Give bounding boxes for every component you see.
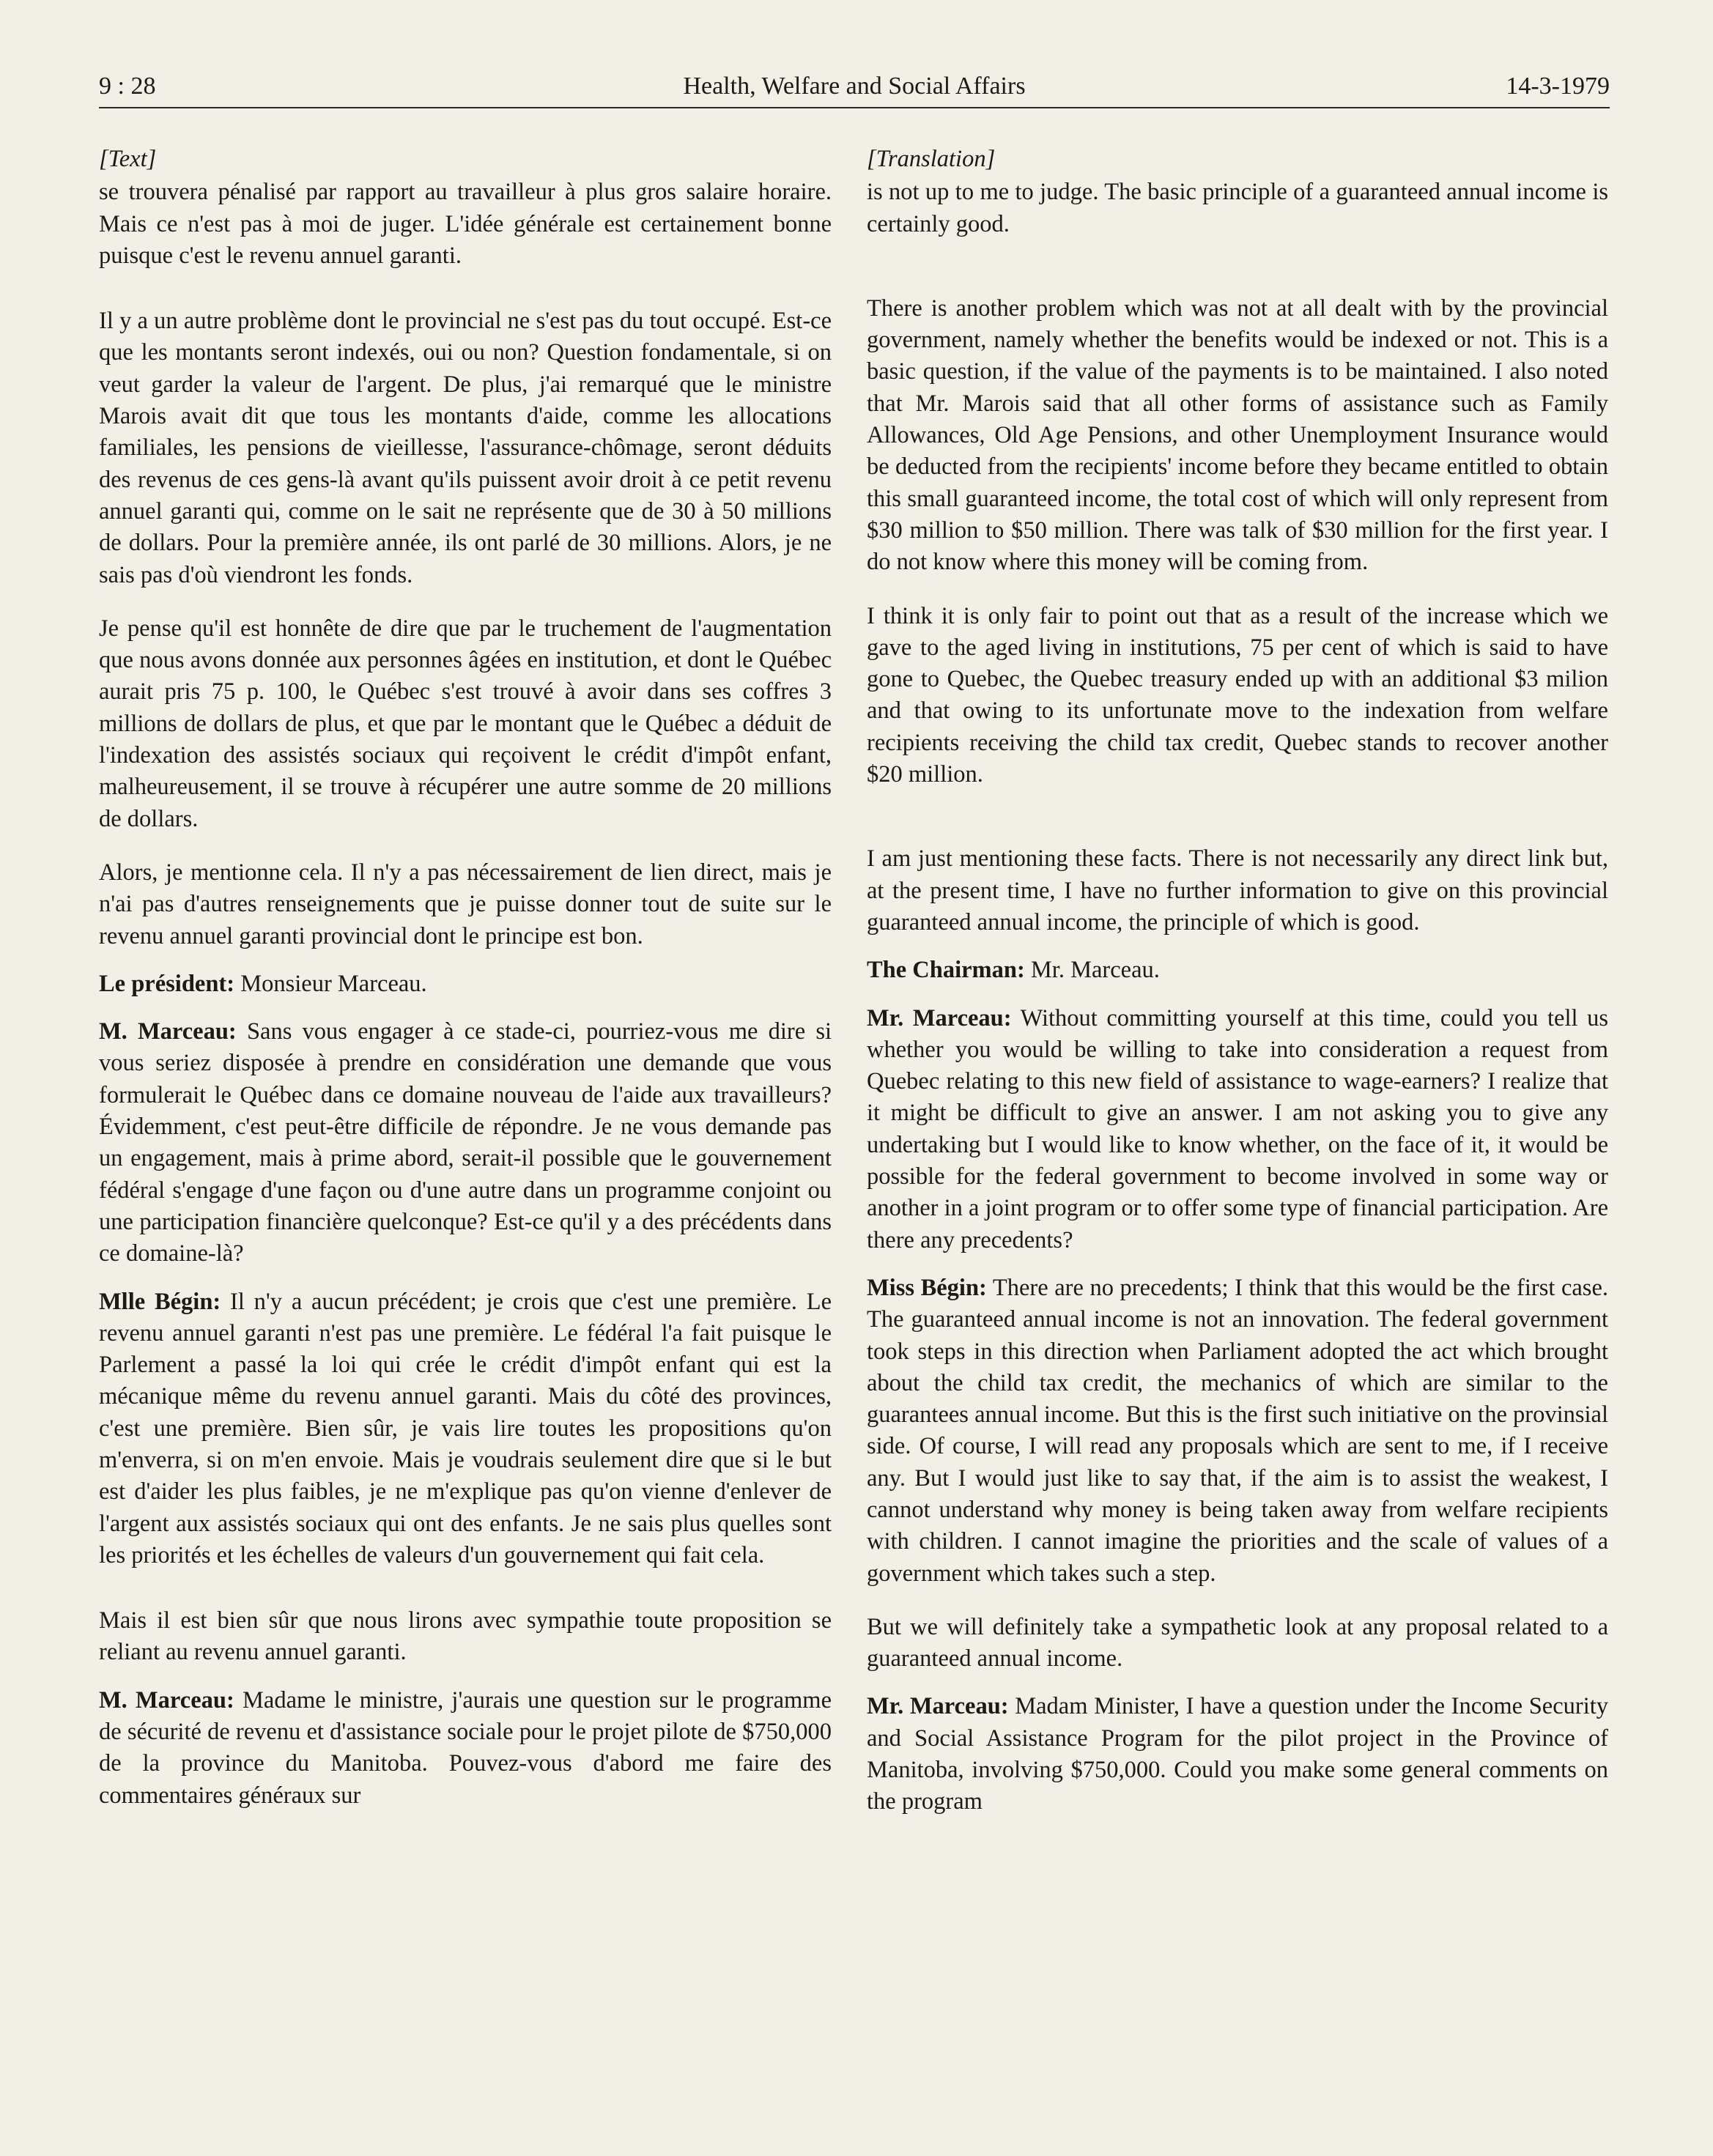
paragraph-fr-3: Je pense qu'il est honnête de dire que par le truchement de l'augmentation que nous avons donnée aux personnes âgées en institution, et dont le Québec aurait pris 75 p. 100, le Québec s'est trouvé à avoir dans ses coffres 3 millions de dollars de plus, et que par le montant que le Québec a déduit de l'indexation des assistés sociaux qui reçoivent le crédit d'impôt enfant, malheureusement, il se trouve à récupérer une autre somme de 20 millions de dollars. — [99, 615, 832, 832]
paragraph-en-4: I am just mentioning these facts. There is not necessarily any direct link but, at the present time, I have no further information to give on this provincial guaranteed annual income, the principle of which is good. — [867, 845, 1608, 936]
speaker-label: M. Marceau: — [99, 1018, 237, 1045]
translation-tag: [Translation] — [867, 146, 996, 172]
paragraph-fr-7: Mlle Bégin: Il n'y a aucun précédent; je crois que c'est une première. Le revenu annuel garanti n'est pas une première. Le fédéral l'a fait puisque le Parlement a passé la loi qui crée le crédit d'impôt enfant qui est la mécanique même du revenu annuel garanti. Mais du côté des provinces, c'est une première. Bien sûr, je vais lire toutes les propositions qu'on m'enverra, si on m'en envoie. Mais je voudrais seulement dire que si le but est d'aider les plus faibles, je ne m'explique pas qu'on vienne d'enlever de l'argent aux assistés sociaux qui ont des enfants. Je ne sais plus quelles sont les priorités et les échelles de valeurs d'un gouvernement qui fait cela. — [99, 1288, 832, 1568]
paragraph-en-5: The Chairman: Mr. Marceau. — [867, 957, 1160, 984]
speaker-label: Miss Bégin: — [867, 1274, 987, 1301]
paragraph-fr-4: Alors, je mentionne cela. Il n'y a pas nécessairement de lien direct, mais je n'ai pas d'autres renseignements que je puisse donner tout de suite sur le revenu annuel garanti provincial dont le principe est bon. — [99, 859, 832, 949]
speaker-label: Le président: — [99, 970, 235, 997]
speaker-label: M. Marceau: — [99, 1686, 234, 1714]
paragraph-en-6: Mr. Marceau: Without committing yourself at this time, could you tell us whether you would be willing to take into consideration a request from Quebec relating to this new field of assistance to wage-earners? I realize that it might be difficult to give an answer. I am not asking you to give any undertaking but I would like to know whether, on the face of it, it would be possible for the federal government to become involved in some way or another in a joint program or to offer some type of financial participation. Are there any precedents? — [867, 1004, 1608, 1253]
paragraph-en-8: But we will definitely take a sympathetic look at any proposal related to a guaranteed annual income. — [867, 1613, 1608, 1672]
paragraph-fr-2: Il y a un autre problème dont le provincial ne s'est pas du tout occupé. Est-ce que les montants seront indexés, oui ou non? Question fondamentale, si on veut garder la valeur de l'argent. De plus, j'ai remarqué que le ministre Marois avait dit que tous les montants d'aide, comme les allocations familiales, les pensions de vieillesse, l'assurance-chômage, seront déduits des revenus de ces gens-là avant qu'ils puissent avoir droit à ce petit revenu annuel garanti qui, comme on le sait ne représente que de 30 à 50 millions de dollars. Pour la première année, ils ont parlé de 30 millions. Alors, je ne sais pas d'où viendront les fonds. — [99, 308, 832, 588]
paragraph-fr-8: Mais il est bien sûr que nous lirons avec sympathie toute proposition se reliant au revenu annuel garanti. — [99, 1607, 832, 1666]
english-column — [867, 144, 1608, 1818]
paragraph-en-2: There is another problem which was not at all dealt with by the provincial government, namely whether the benefits would be indexed or not. This is a basic question, if the value of the payments is to be maintained. I also noted that Mr. Marois said that all other forms of assistance such as Family Allowances, Old Age Pensions, and other Unemployment Insurance would be deducted from the recipients' income before they became entitled to obtain this small guaranteed income, the total cost of which will only represent from $30 million to $50 million. There was talk of $30 million for the first year. I do not know where this money will be coming from. — [867, 294, 1608, 576]
speaker-label: The Chairman: — [867, 957, 1025, 984]
page-header — [99, 72, 1610, 108]
text-tag: [Text] — [99, 146, 157, 172]
speaker-label: Mr. Marceau: — [867, 1004, 1012, 1031]
paragraph-fr-6: M. Marceau: Sans vous engager à ce stade-ci, pourriez-vous me dire si vous seriez disposée à prendre en considération une demande que vous formulerait le Québec dans ce domaine nouveau de l'aide aux travailleurs? Évidemment, c'est peut-être difficile de répondre. Je ne vous demande pas un engagement, mais à prime abord, serait-il possible que le gouvernement fédéral s'engage d'une façon ou d'une autre dans un programme conjoint ou une participation financière quelconque? Est-ce qu'il y a des précédents dans ce domaine-là? — [99, 1018, 832, 1267]
paragraph-fr-1: se trouvera pénalisé par rapport au travailleur à plus gros salaire horaire. Mais ce n'est pas à moi de juger. L'idée générale est certainement bonne puisque c'est le revenu annuel garanti. — [99, 179, 832, 269]
speaker-label: Mr. Marceau: — [867, 1693, 1009, 1720]
french-column — [99, 144, 832, 1812]
page-number: 9 : 28 — [99, 73, 156, 100]
publication-title: Health, Welfare and Social Affairs — [683, 73, 1026, 100]
paragraph-en-3: I think it is only fair to point out that as a result of the increase which we gave to the aged living in institutions, 75 per cent of which is said to have gone to Quebec, the Quebec treasury ended up with an additional $3 milion and that owing to its unfortunate move to the indexation from welfare recipients receiving the child tax credit, Quebec stands to recover another $20 million. — [867, 602, 1608, 788]
paragraph-fr-5: Le président: Monsieur Marceau. — [99, 970, 427, 997]
paragraph-en-1: is not up to me to judge. The basic principle of a guaranteed annual income is certainly good. — [867, 179, 1608, 237]
paragraph-en-7: Miss Bégin: There are no precedents; I think that this would be the first case. The guaranteed annual income is not an innovation. The federal government took steps in this direction when Parliament adopted the act which brought about the child tax credit, the mechanics of which are similar to the guarantees annual income. But this is the first such initiative on the provinsial side. Of course, I will read any proposals which are sent to me, if I receive any. But I would just like to say that, if the aim is to assist the weakest, I cannot understand why money is being taken away from welfare recipients with children. I cannot imagine the priorities and the scale of values of a government which takes such a step. — [867, 1274, 1609, 1587]
paragraph-en-9: Mr. Marceau: Madam Minister, I have a question under the Income Security and Social Assistance Program for the pilot project in the Province of Manitoba, involving $750,000. Could you make some general comments on the program — [867, 1693, 1608, 1815]
sitting-date: 14-3-1979 — [1506, 73, 1610, 100]
speaker-label: Mlle Bégin: — [99, 1288, 221, 1315]
paragraph-fr-9: M. Marceau: Madame le ministre, j'aurais une question sur le programme de sécurité de revenu et d'assistance sociale pour le projet pilote de $750,000 de la province du Manitoba. Pouvez-vous d'abord me faire des commentaires généraux sur — [99, 1686, 832, 1809]
